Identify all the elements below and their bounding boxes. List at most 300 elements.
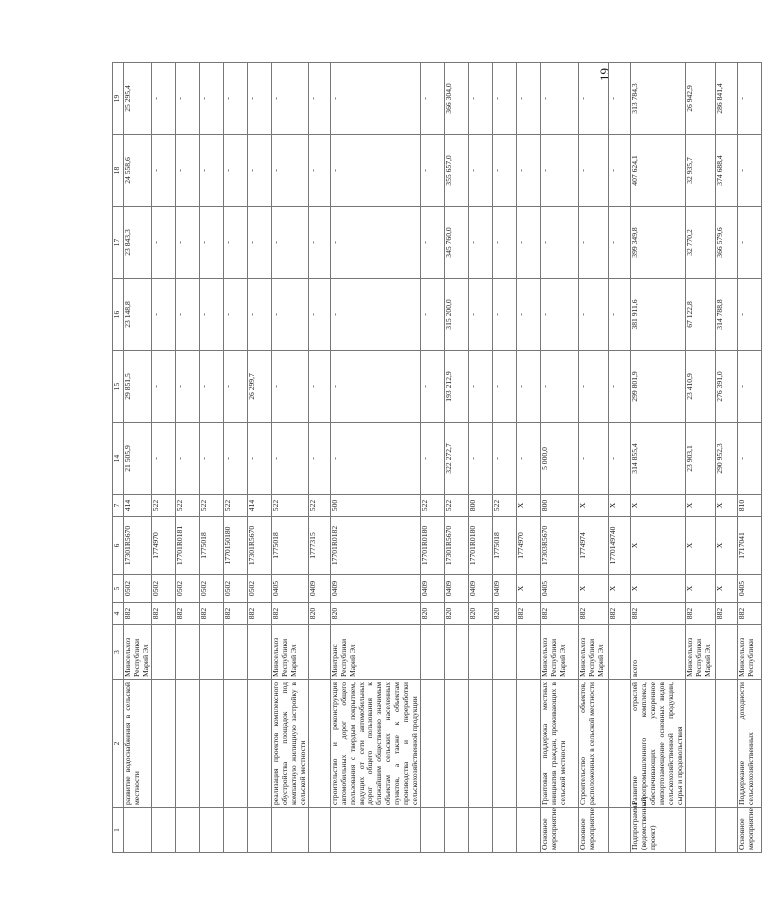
cell-c6: 1770149740 bbox=[609, 517, 631, 575]
cell-c19: - bbox=[609, 63, 631, 135]
table-row bbox=[199, 63, 223, 853]
table-row bbox=[175, 63, 199, 853]
table-row bbox=[541, 63, 579, 853]
cell-c14: - bbox=[199, 423, 223, 495]
cell-c15: 193 212,9 bbox=[445, 351, 469, 423]
cell-c17: - bbox=[737, 207, 761, 279]
cell-c15: - bbox=[493, 351, 517, 423]
cell-c17: - bbox=[541, 207, 579, 279]
cell-c17: - bbox=[175, 207, 199, 279]
cell-c19: - bbox=[517, 63, 541, 135]
cell-c1 bbox=[517, 808, 541, 853]
cell-c14: - bbox=[579, 423, 609, 495]
cell-c18: - bbox=[609, 135, 631, 207]
cell-c16: - bbox=[609, 279, 631, 351]
cell-c17: - bbox=[421, 207, 445, 279]
cell-c3 bbox=[609, 625, 631, 680]
cell-c16: - bbox=[247, 279, 271, 351]
cell-c1 bbox=[685, 808, 715, 853]
budget-table bbox=[112, 62, 762, 853]
column-header: 4 bbox=[113, 603, 124, 625]
cell-c4: 820 bbox=[493, 603, 517, 625]
cell-c7: 522 bbox=[199, 495, 223, 517]
cell-c4: 882 bbox=[541, 603, 579, 625]
cell-c18: 355 657,0 bbox=[445, 135, 469, 207]
cell-c6: 1775018 bbox=[271, 517, 308, 575]
cell-c4: 882 bbox=[715, 603, 737, 625]
column-header: 16 bbox=[113, 279, 124, 351]
table-row bbox=[330, 63, 421, 853]
cell-c3: Минсельхоз Республики Марий Эл bbox=[685, 625, 715, 680]
column-header: 1 bbox=[113, 808, 124, 853]
table-row bbox=[421, 63, 445, 853]
cell-c17: - bbox=[493, 207, 517, 279]
cell-c2: развитие водоснабжения в сельской местности bbox=[124, 680, 152, 808]
cell-c1 bbox=[330, 808, 421, 853]
cell-c7: 522 bbox=[421, 495, 445, 517]
cell-c15: - bbox=[737, 351, 761, 423]
cell-c16: - bbox=[421, 279, 445, 351]
cell-c1 bbox=[308, 808, 330, 853]
cell-c14: - bbox=[223, 423, 247, 495]
cell-c4: 882 bbox=[151, 603, 175, 625]
cell-c6: 1775018 bbox=[493, 517, 517, 575]
cell-c1 bbox=[124, 808, 152, 853]
cell-c17: - bbox=[517, 207, 541, 279]
cell-c6: 17303R5670 bbox=[541, 517, 579, 575]
cell-c19: - bbox=[421, 63, 445, 135]
column-header: 19 bbox=[113, 63, 124, 135]
cell-c1 bbox=[271, 808, 308, 853]
cell-c16: - bbox=[308, 279, 330, 351]
cell-c7: X bbox=[609, 495, 631, 517]
cell-c18: - bbox=[737, 135, 761, 207]
cell-c4: 882 bbox=[247, 603, 271, 625]
cell-c2 bbox=[715, 680, 737, 808]
cell-c3: Минсельхоз Республики Марий Эл bbox=[124, 625, 152, 680]
cell-c2 bbox=[445, 680, 469, 808]
cell-c1 bbox=[199, 808, 223, 853]
cell-c19: - bbox=[199, 63, 223, 135]
cell-c19: - bbox=[541, 63, 579, 135]
cell-c5: 0502 bbox=[175, 575, 199, 603]
cell-c14: - bbox=[175, 423, 199, 495]
cell-c5: 0409 bbox=[421, 575, 445, 603]
cell-c18: - bbox=[247, 135, 271, 207]
cell-c7: X bbox=[517, 495, 541, 517]
cell-c15: - bbox=[271, 351, 308, 423]
cell-c14: 5 000,0 bbox=[541, 423, 579, 495]
cell-c7: 522 bbox=[271, 495, 308, 517]
cell-c15: - bbox=[517, 351, 541, 423]
cell-c7: X bbox=[631, 495, 686, 517]
cell-c19: - bbox=[493, 63, 517, 135]
cell-c4: 882 bbox=[124, 603, 152, 625]
cell-c17: - bbox=[199, 207, 223, 279]
cell-c16: - bbox=[469, 279, 493, 351]
cell-c6: 17701R0180 bbox=[469, 517, 493, 575]
cell-c17: - bbox=[151, 207, 175, 279]
cell-c2: Развитие отраслей агропромышленного комплекса, обеспечивающих ускоренное импортозамещение основных видов сельскохозяйственной продукции, сырья и продовольствия bbox=[631, 680, 686, 808]
cell-c7: 522 bbox=[445, 495, 469, 517]
cell-c4: 882 bbox=[631, 603, 686, 625]
cell-c19: - bbox=[308, 63, 330, 135]
cell-c15: - bbox=[541, 351, 579, 423]
cell-c4: 882 bbox=[579, 603, 609, 625]
cell-c15: 23 410,9 bbox=[685, 351, 715, 423]
cell-c16: 314 788,8 bbox=[715, 279, 737, 351]
cell-c18: - bbox=[493, 135, 517, 207]
cell-c5: 0502 bbox=[247, 575, 271, 603]
cell-c19: - bbox=[330, 63, 421, 135]
cell-c15: 276 391,0 bbox=[715, 351, 737, 423]
cell-c19: 313 784,3 bbox=[631, 63, 686, 135]
cell-c2 bbox=[421, 680, 445, 808]
table-row bbox=[308, 63, 330, 853]
cell-c3 bbox=[445, 625, 469, 680]
cell-c2 bbox=[493, 680, 517, 808]
cell-c14: - bbox=[271, 423, 308, 495]
cell-c19: - bbox=[737, 63, 761, 135]
column-header: 6 bbox=[113, 517, 124, 575]
table-row bbox=[124, 63, 152, 853]
cell-c14: 23 903,1 bbox=[685, 423, 715, 495]
cell-c7: X bbox=[579, 495, 609, 517]
cell-c18: 374 688,4 bbox=[715, 135, 737, 207]
cell-c15: - bbox=[199, 351, 223, 423]
cell-c19: - bbox=[271, 63, 308, 135]
cell-c7: 522 bbox=[493, 495, 517, 517]
cell-c5: 0405 bbox=[541, 575, 579, 603]
cell-c17: - bbox=[579, 207, 609, 279]
cell-c14: 21 505,9 bbox=[124, 423, 152, 495]
cell-c6: 17301R5670 bbox=[445, 517, 469, 575]
cell-c7: 522 bbox=[223, 495, 247, 517]
cell-c1 bbox=[223, 808, 247, 853]
cell-c15: - bbox=[469, 351, 493, 423]
cell-c7: 810 bbox=[737, 495, 761, 517]
cell-c19: 366 304,0 bbox=[445, 63, 469, 135]
cell-c7: X bbox=[685, 495, 715, 517]
cell-c6: 17301R5670 bbox=[247, 517, 271, 575]
cell-c1 bbox=[469, 808, 493, 853]
cell-c3 bbox=[199, 625, 223, 680]
cell-c18: 407 624,1 bbox=[631, 135, 686, 207]
cell-c6: 1774974 bbox=[579, 517, 609, 575]
cell-c17: - bbox=[223, 207, 247, 279]
cell-c2 bbox=[517, 680, 541, 808]
cell-c6: 1774970 bbox=[517, 517, 541, 575]
cell-c3: Минтранс Республики Марий Эл bbox=[330, 625, 421, 680]
cell-c16: - bbox=[517, 279, 541, 351]
cell-c3 bbox=[469, 625, 493, 680]
cell-c2: строительство и реконструкция автомобильных дорог общего пользования с твердым покрытием, ведущих от сети автомобильных дорог общего пользования к ближайшим общественно значимым объектам сельских населенных пунктов, а также к объектам производства и переработки сельскохозяйственной продукции bbox=[330, 680, 421, 808]
cell-c6: X bbox=[631, 517, 686, 575]
table-row bbox=[685, 63, 715, 853]
cell-c7: 522 bbox=[308, 495, 330, 517]
table-row bbox=[715, 63, 737, 853]
cell-c4: 820 bbox=[445, 603, 469, 625]
cell-c5: X bbox=[517, 575, 541, 603]
cell-c15: - bbox=[579, 351, 609, 423]
cell-c19: - bbox=[579, 63, 609, 135]
cell-c3 bbox=[715, 625, 737, 680]
cell-c16: - bbox=[493, 279, 517, 351]
column-header: 18 bbox=[113, 135, 124, 207]
cell-c2 bbox=[609, 680, 631, 808]
cell-c5: 0502 bbox=[124, 575, 152, 603]
cell-c18: - bbox=[199, 135, 223, 207]
cell-c5: 0502 bbox=[151, 575, 175, 603]
cell-c15: 299 801,9 bbox=[631, 351, 686, 423]
column-header: 5 bbox=[113, 575, 124, 603]
cell-c3 bbox=[175, 625, 199, 680]
cell-c19: - bbox=[469, 63, 493, 135]
cell-c1 bbox=[247, 808, 271, 853]
cell-c3 bbox=[421, 625, 445, 680]
cell-c1: Основное мероприятие bbox=[579, 808, 609, 853]
cell-c2: Строительство объектов, расположенных в сельской местности bbox=[579, 680, 609, 808]
cell-c2 bbox=[685, 680, 715, 808]
cell-c16: - bbox=[330, 279, 421, 351]
cell-c2 bbox=[247, 680, 271, 808]
cell-c3 bbox=[247, 625, 271, 680]
cell-c5: 0502 bbox=[223, 575, 247, 603]
cell-c4: 882 bbox=[517, 603, 541, 625]
cell-c19: 25 295,4 bbox=[124, 63, 152, 135]
cell-c6: 1774970 bbox=[151, 517, 175, 575]
cell-c7: 522 bbox=[151, 495, 175, 517]
cell-c14: - bbox=[151, 423, 175, 495]
cell-c5: X bbox=[631, 575, 686, 603]
cell-c7: 500 bbox=[330, 495, 421, 517]
cell-c14: - bbox=[330, 423, 421, 495]
cell-c18: - bbox=[330, 135, 421, 207]
cell-c5: X bbox=[579, 575, 609, 603]
cell-c1: Основное мероприятие bbox=[541, 808, 579, 853]
cell-c17: 32 770,2 bbox=[685, 207, 715, 279]
cell-c5: 0409 bbox=[308, 575, 330, 603]
cell-c16: 67 122,8 bbox=[685, 279, 715, 351]
cell-c3 bbox=[517, 625, 541, 680]
table-row bbox=[271, 63, 308, 853]
cell-c5: 0405 bbox=[271, 575, 308, 603]
table-body bbox=[124, 63, 762, 853]
cell-c3: всего bbox=[631, 625, 686, 680]
cell-c14: - bbox=[469, 423, 493, 495]
cell-c18: - bbox=[271, 135, 308, 207]
column-header: 7 bbox=[113, 495, 124, 517]
cell-c16: - bbox=[737, 279, 761, 351]
cell-c17: - bbox=[271, 207, 308, 279]
cell-c16: - bbox=[541, 279, 579, 351]
cell-c1: Подпрограмма (ведомственный проект) bbox=[631, 808, 686, 853]
cell-c5: 0409 bbox=[469, 575, 493, 603]
cell-c19: - bbox=[247, 63, 271, 135]
cell-c2: реализация проектов комплексного обустройства площадок под компактную жилищную застройку в сельской местности bbox=[271, 680, 308, 808]
cell-c14: - bbox=[517, 423, 541, 495]
table-row bbox=[737, 63, 761, 853]
cell-c6: 17701R0182 bbox=[330, 517, 421, 575]
cell-c2 bbox=[223, 680, 247, 808]
table-row bbox=[469, 63, 493, 853]
table-row bbox=[445, 63, 469, 853]
cell-c5: 0409 bbox=[493, 575, 517, 603]
cell-c17: 345 760,0 bbox=[445, 207, 469, 279]
column-header: 3 bbox=[113, 625, 124, 680]
cell-c4: 820 bbox=[308, 603, 330, 625]
cell-c6: 17701R0181 bbox=[175, 517, 199, 575]
cell-c4: 882 bbox=[199, 603, 223, 625]
cell-c18: - bbox=[308, 135, 330, 207]
column-header: 14 bbox=[113, 423, 124, 495]
cell-c14: - bbox=[421, 423, 445, 495]
cell-c14: 290 952,3 bbox=[715, 423, 737, 495]
cell-c15: 26 299,7 bbox=[247, 351, 271, 423]
cell-c18: - bbox=[175, 135, 199, 207]
cell-c6: 1717041 bbox=[737, 517, 761, 575]
cell-c4: 882 bbox=[271, 603, 308, 625]
cell-c17: 366 579,6 bbox=[715, 207, 737, 279]
cell-c1 bbox=[445, 808, 469, 853]
cell-c18: 24 558,6 bbox=[124, 135, 152, 207]
cell-c16: - bbox=[579, 279, 609, 351]
cell-c16: 315 200,0 bbox=[445, 279, 469, 351]
cell-c1 bbox=[609, 808, 631, 853]
cell-c17: - bbox=[247, 207, 271, 279]
column-header: 15 bbox=[113, 351, 124, 423]
cell-c3: Минсельхоз Республики Марий Эл bbox=[541, 625, 579, 680]
cell-c1 bbox=[421, 808, 445, 853]
cell-c1 bbox=[715, 808, 737, 853]
cell-c15: - bbox=[609, 351, 631, 423]
cell-c14: - bbox=[493, 423, 517, 495]
cell-c6: 17701R0180 bbox=[421, 517, 445, 575]
cell-c7: 522 bbox=[175, 495, 199, 517]
page-number: 19 bbox=[597, 68, 612, 81]
cell-c16: - bbox=[151, 279, 175, 351]
cell-c6: X bbox=[685, 517, 715, 575]
cell-c14: - bbox=[308, 423, 330, 495]
cell-c1 bbox=[175, 808, 199, 853]
cell-c5: 0409 bbox=[445, 575, 469, 603]
table-row bbox=[579, 63, 609, 853]
cell-c14: - bbox=[737, 423, 761, 495]
cell-c7: 414 bbox=[124, 495, 152, 517]
cell-c2 bbox=[469, 680, 493, 808]
cell-c17: 23 843,3 bbox=[124, 207, 152, 279]
cell-c2 bbox=[199, 680, 223, 808]
cell-c5: 0502 bbox=[199, 575, 223, 603]
table-row bbox=[223, 63, 247, 853]
cell-c17: - bbox=[469, 207, 493, 279]
cell-c5: X bbox=[609, 575, 631, 603]
cell-c18: - bbox=[223, 135, 247, 207]
column-header: 17 bbox=[113, 207, 124, 279]
cell-c16: 381 911,6 bbox=[631, 279, 686, 351]
cell-c7: 414 bbox=[247, 495, 271, 517]
cell-c18: - bbox=[517, 135, 541, 207]
cell-c19: 286 841,4 bbox=[715, 63, 737, 135]
cell-c3 bbox=[493, 625, 517, 680]
cell-c19: - bbox=[223, 63, 247, 135]
cell-c16: - bbox=[175, 279, 199, 351]
cell-c16: - bbox=[199, 279, 223, 351]
cell-c5: X bbox=[685, 575, 715, 603]
cell-c18: - bbox=[579, 135, 609, 207]
cell-c3 bbox=[223, 625, 247, 680]
cell-c14: - bbox=[609, 423, 631, 495]
cell-c4: 820 bbox=[469, 603, 493, 625]
cell-c4: 882 bbox=[685, 603, 715, 625]
table-row bbox=[517, 63, 541, 853]
cell-c18: - bbox=[469, 135, 493, 207]
cell-c3: Минсельхоз Республики Марий Эл bbox=[271, 625, 308, 680]
cell-c17: 399 349,8 bbox=[631, 207, 686, 279]
cell-c4: 882 bbox=[223, 603, 247, 625]
cell-c6: 1777315 bbox=[308, 517, 330, 575]
table-row bbox=[247, 63, 271, 853]
cell-c2 bbox=[308, 680, 330, 808]
rotated-table-container bbox=[112, 63, 755, 853]
cell-c15: - bbox=[175, 351, 199, 423]
cell-c14: - bbox=[247, 423, 271, 495]
cell-c2 bbox=[151, 680, 175, 808]
cell-c4: 820 bbox=[330, 603, 421, 625]
cell-c1: Основное мероприятие bbox=[737, 808, 761, 853]
cell-c4: 882 bbox=[737, 603, 761, 625]
cell-c7: X bbox=[715, 495, 737, 517]
cell-c15: 29 851,5 bbox=[124, 351, 152, 423]
cell-c17: - bbox=[308, 207, 330, 279]
cell-c2 bbox=[175, 680, 199, 808]
cell-c4: 882 bbox=[609, 603, 631, 625]
cell-c18: 32 935,7 bbox=[685, 135, 715, 207]
cell-c3: Минсельхоз Республики bbox=[737, 625, 761, 680]
cell-c6: 1775018 bbox=[199, 517, 223, 575]
cell-c14: 322 272,7 bbox=[445, 423, 469, 495]
cell-c6: 1770150180 bbox=[223, 517, 247, 575]
table-row bbox=[609, 63, 631, 853]
cell-c17: - bbox=[330, 207, 421, 279]
cell-c6: X bbox=[715, 517, 737, 575]
cell-c18: - bbox=[421, 135, 445, 207]
cell-c7: 800 bbox=[469, 495, 493, 517]
cell-c4: 820 bbox=[421, 603, 445, 625]
cell-c5: 0409 bbox=[330, 575, 421, 603]
cell-c15: - bbox=[308, 351, 330, 423]
cell-c14: 314 855,4 bbox=[631, 423, 686, 495]
cell-c19: - bbox=[175, 63, 199, 135]
table-row bbox=[493, 63, 517, 853]
cell-c18: - bbox=[541, 135, 579, 207]
cell-c2: Грантовая поддержка местных инициатив граждан, проживающих в сельской местности bbox=[541, 680, 579, 808]
cell-c3: Минсельхоз Республики Марий Эл bbox=[579, 625, 609, 680]
table-row bbox=[151, 63, 175, 853]
cell-c15: - bbox=[223, 351, 247, 423]
table-row bbox=[631, 63, 686, 853]
cell-c6: 17301R5670 bbox=[124, 517, 152, 575]
column-header: 2 bbox=[113, 680, 124, 808]
cell-c19: - bbox=[151, 63, 175, 135]
cell-c4: 882 bbox=[175, 603, 199, 625]
cell-c5: 0405 bbox=[737, 575, 761, 603]
cell-c1 bbox=[151, 808, 175, 853]
cell-c7: 800 bbox=[541, 495, 579, 517]
cell-c15: - bbox=[151, 351, 175, 423]
cell-c15: - bbox=[421, 351, 445, 423]
cell-c17: - bbox=[609, 207, 631, 279]
